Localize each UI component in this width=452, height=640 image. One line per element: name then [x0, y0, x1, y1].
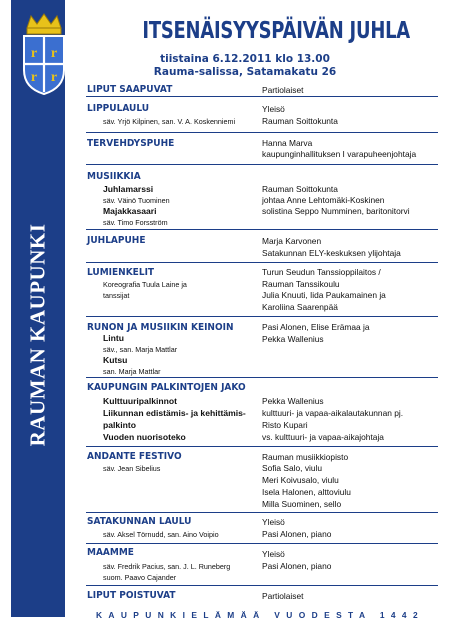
performer: Turun Seudun Tanssioppilaitos / — [262, 267, 381, 277]
divider — [86, 229, 438, 230]
award-name: palkinto — [103, 420, 136, 430]
program-item-title: LIPUT SAAPUVAT — [87, 84, 173, 95]
footer-slogan: KAUPUNKIELÄMÄÄ VUODESTA 1442 — [95, 610, 425, 620]
performer: Partiolaiset — [262, 85, 304, 95]
divider — [86, 96, 438, 97]
divider — [86, 543, 438, 544]
performer: Karoliina Saarenpää — [262, 302, 338, 312]
page-title: ITSENÄISYYSPÄIVÄN JUHLA — [142, 18, 410, 44]
performer: Meri Koivusalo, viulu — [262, 475, 339, 485]
program-item-title: LUMIENKELIT — [87, 267, 155, 278]
performer: Sofia Salo, viulu — [262, 463, 323, 473]
credit: Koreografia Tuula Laine ja — [103, 280, 187, 289]
divider — [86, 316, 438, 317]
performer: Pasi Alonen, piano — [262, 529, 332, 539]
award-name: Liikunnan edistämis- ja kehittämis- — [103, 408, 246, 418]
divider — [86, 262, 438, 263]
performer-role: vs. kulttuuri- ja vapaa-aikajohtaja — [262, 432, 384, 442]
performer: Yleisö — [262, 104, 285, 114]
credit: säv. Väinö Tuominen — [103, 196, 170, 205]
svg-text:r: r — [50, 46, 58, 61]
venue-line: Rauma-salissa, Satamakatu 26 — [153, 66, 337, 78]
credit: säv. Jean Sibelius — [103, 464, 161, 473]
credit: säv., san. Marja Mattlar — [103, 345, 178, 354]
divider — [86, 377, 438, 378]
performer: solistina Seppo Numminen, baritonitorvi — [262, 206, 410, 216]
credit: tanssijat — [103, 291, 130, 300]
performer: Marja Karvonen — [262, 236, 322, 246]
program-item-title: MAAMME — [87, 547, 134, 558]
performer-role: kulttuuri- ja vapaa-aikalautakunnan pj. — [262, 408, 404, 418]
divider — [86, 512, 438, 513]
piece-title: Juhlamarssi — [103, 184, 154, 194]
divider — [86, 132, 438, 133]
program-item-title: ANDANTE FESTIVO — [87, 451, 182, 462]
performer: Pekka Wallenius — [262, 396, 324, 406]
divider — [86, 164, 438, 165]
credit: suom. Paavo Cajander — [103, 573, 177, 582]
program-item-title: LIPUT POISTUVAT — [87, 590, 176, 601]
coat-of-arms-icon — [21, 12, 67, 96]
program-item-title: LIPPULAULU — [87, 103, 150, 114]
performer: Partiolaiset — [262, 591, 304, 601]
piece-title: Lintu — [103, 333, 124, 343]
program-item-title: TERVEHDYSPUHE — [87, 138, 175, 149]
performer-role: kaupunginhallituksen I varapuheenjohtaja — [262, 149, 417, 159]
credit: säv. Timo Forsström — [103, 218, 168, 227]
piece-title: Majakkasaari — [103, 206, 157, 216]
performer: Risto Kupari — [262, 420, 308, 430]
program-item-title: KAUPUNGIN PALKINTOJEN JAKO — [87, 382, 246, 393]
performer: Pasi Alonen, Elise Erämaa ja — [262, 322, 370, 332]
credit: säv. Yrjö Kilpinen, san. V. A. Koskenniemi — [103, 117, 236, 126]
performer: Milla Suominen, sello — [262, 499, 342, 509]
performer: Julia Knuuti, Iida Paukamainen ja — [262, 290, 386, 300]
performer: Rauman Soittokunta — [262, 184, 338, 194]
performer-role: Satakunnan ELY-keskuksen ylijohtaja — [262, 248, 401, 258]
performer: Hanna Marva — [262, 138, 313, 148]
credit: san. Marja Mattlar — [103, 367, 161, 376]
svg-text:r: r — [50, 70, 58, 85]
program-item-title: RUNON JA MUSIIKIN KEINOIN — [87, 322, 234, 333]
performer: Rauman Tanssikoulu — [262, 279, 340, 289]
performer: Pasi Alonen, piano — [262, 561, 332, 571]
divider — [86, 585, 438, 586]
award-name: Vuoden nuorisoteko — [103, 432, 186, 442]
date-line: tiistaina 6.12.2011 klo 13.00 — [160, 53, 330, 65]
program-item-title: JUHLAPUHE — [87, 235, 146, 246]
program-item-title: MUSIIKKIA — [87, 171, 141, 182]
award-name: Kulttuuripalkinnot — [103, 396, 177, 406]
sidebar-city-name: RAUMAN KAUPUNKI — [25, 223, 50, 447]
svg-text:r: r — [30, 46, 38, 61]
program-item-title: SATAKUNNAN LAULU — [87, 516, 192, 527]
piece-title: Kutsu — [103, 355, 128, 365]
performer: Isela Halonen, alttoviulu — [262, 487, 351, 497]
performer: Yleisö — [262, 549, 285, 559]
divider — [86, 446, 438, 447]
performer: Rauman musiikkiopisto — [262, 452, 349, 462]
performer: Yleisö — [262, 517, 285, 527]
performer: johtaa Anne Lehtomäki-Koskinen — [262, 195, 385, 205]
performer: Pekka Wallenius — [262, 334, 324, 344]
svg-text:r: r — [30, 70, 38, 85]
credit: säv. Aksel Törnudd, san. Aino Voipio — [103, 530, 219, 539]
performer: Rauman Soittokunta — [262, 116, 338, 126]
credit: säv. Fredrik Pacius, san. J. L. Runeberg — [103, 562, 231, 571]
